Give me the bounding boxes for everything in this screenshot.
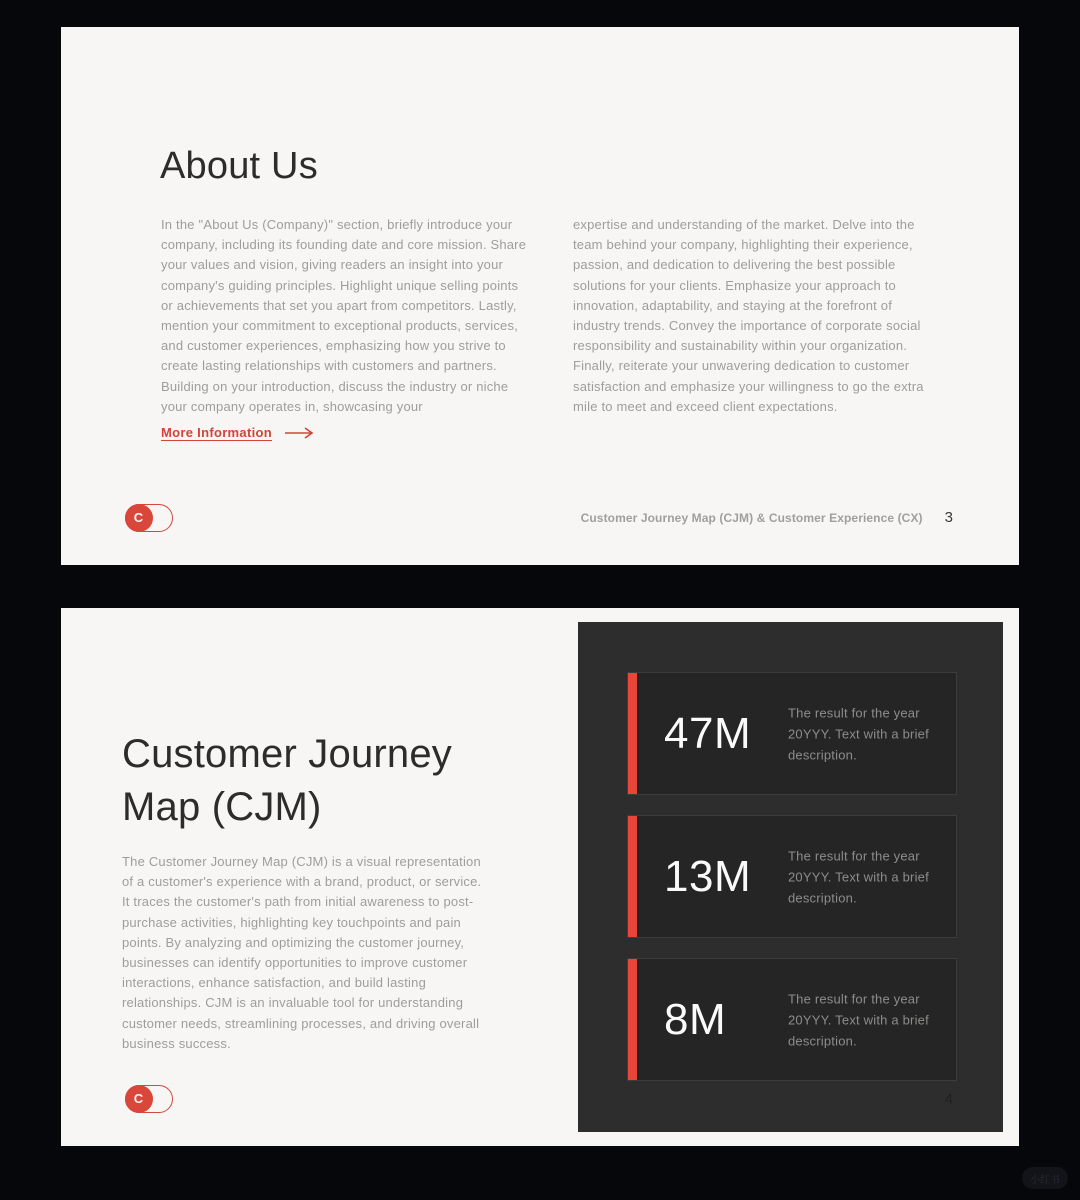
company-logo <box>125 504 173 532</box>
stat-description: The result for the year 20YYY. Text with a brief description. <box>788 848 929 905</box>
page-title: About Us <box>160 145 318 187</box>
slide-footer <box>581 509 953 526</box>
page-title <box>122 728 452 834</box>
stat-value: 13M <box>664 851 752 901</box>
about-text-columns <box>161 215 939 417</box>
stats-panel <box>578 622 1003 1132</box>
logo-letter-icon: C <box>125 504 153 532</box>
slide-about <box>61 27 1019 565</box>
stat-card <box>627 958 957 1081</box>
watermark-badge: 小红书 <box>1022 1167 1068 1189</box>
stat-description: The result for the year 20YYY. Text with a brief description. <box>788 991 929 1048</box>
page-number: 3 <box>944 509 953 526</box>
slide-cjm <box>61 608 1019 1146</box>
title-line-1: Customer Journey <box>122 732 452 776</box>
footer-title: Customer Journey Map (CJM) & Customer Experience (CX) <box>580 510 923 525</box>
stat-value: 8M <box>664 994 727 1044</box>
stat-card <box>627 815 957 938</box>
logo-letter-icon: C <box>125 1085 153 1113</box>
cjm-body-text: The Customer Journey Map (CJM) is a visual representation of a customer's experience with a brand, product, or service. It traces the customer's path from initial awareness to post-purchase activities, highlighting key touchpoints and pain points. By analyzing and optimizing the customer journey, businesses can identify opportunities to improve customer interactions, enhance satisfaction, and build lasting relationships. CJM is an invaluable tool for understanding customer needs, streamlining processes, and driving overall business success. <box>122 854 482 1051</box>
stat-value: 47M <box>664 708 752 758</box>
stat-description: The result for the year 20YYY. Text with a brief description. <box>788 705 929 762</box>
more-information-link[interactable] <box>161 425 314 440</box>
arrow-right-icon <box>284 427 314 439</box>
title-line-2: Map (CJM) <box>122 785 322 829</box>
company-logo <box>125 1085 173 1113</box>
stat-card <box>627 672 957 795</box>
about-text-column-right: expertise and understanding of the market. Delve into the team behind your company, highlighting their experience, passion, and dedication to delivering the best possible solutions for your clients. Emphasize your approach to innovation, adaptability, and staying at the forefront of industry trends. Convey the importance of corporate social responsibility and sustainability within your organization. Finally, reiterate your unwavering dedication to customer satisfaction and emphasize your willingness to go the extra mile to meet and exceed client expectations. <box>573 217 924 414</box>
stat-accent-bar <box>628 673 637 794</box>
about-text-column-left: In the "About Us (Company)" section, briefly introduce your company, including its founding date and core mission. Share your values and vision, giving readers an insight into your company's guiding principles. Highlight unique selling points or achievements that set you apart from competitors. Lastly, mention your commitment to exceptional products, services, and customer experiences, emphasizing how you strive to create lasting relationships with customers and partners. Building on your introduction, discuss the industry or niche your company operates in, showcasing your <box>161 217 527 414</box>
more-information-label: More Information <box>161 425 272 440</box>
page-number: 4 <box>944 1091 953 1108</box>
stat-accent-bar <box>628 816 637 937</box>
stat-accent-bar <box>628 959 637 1080</box>
